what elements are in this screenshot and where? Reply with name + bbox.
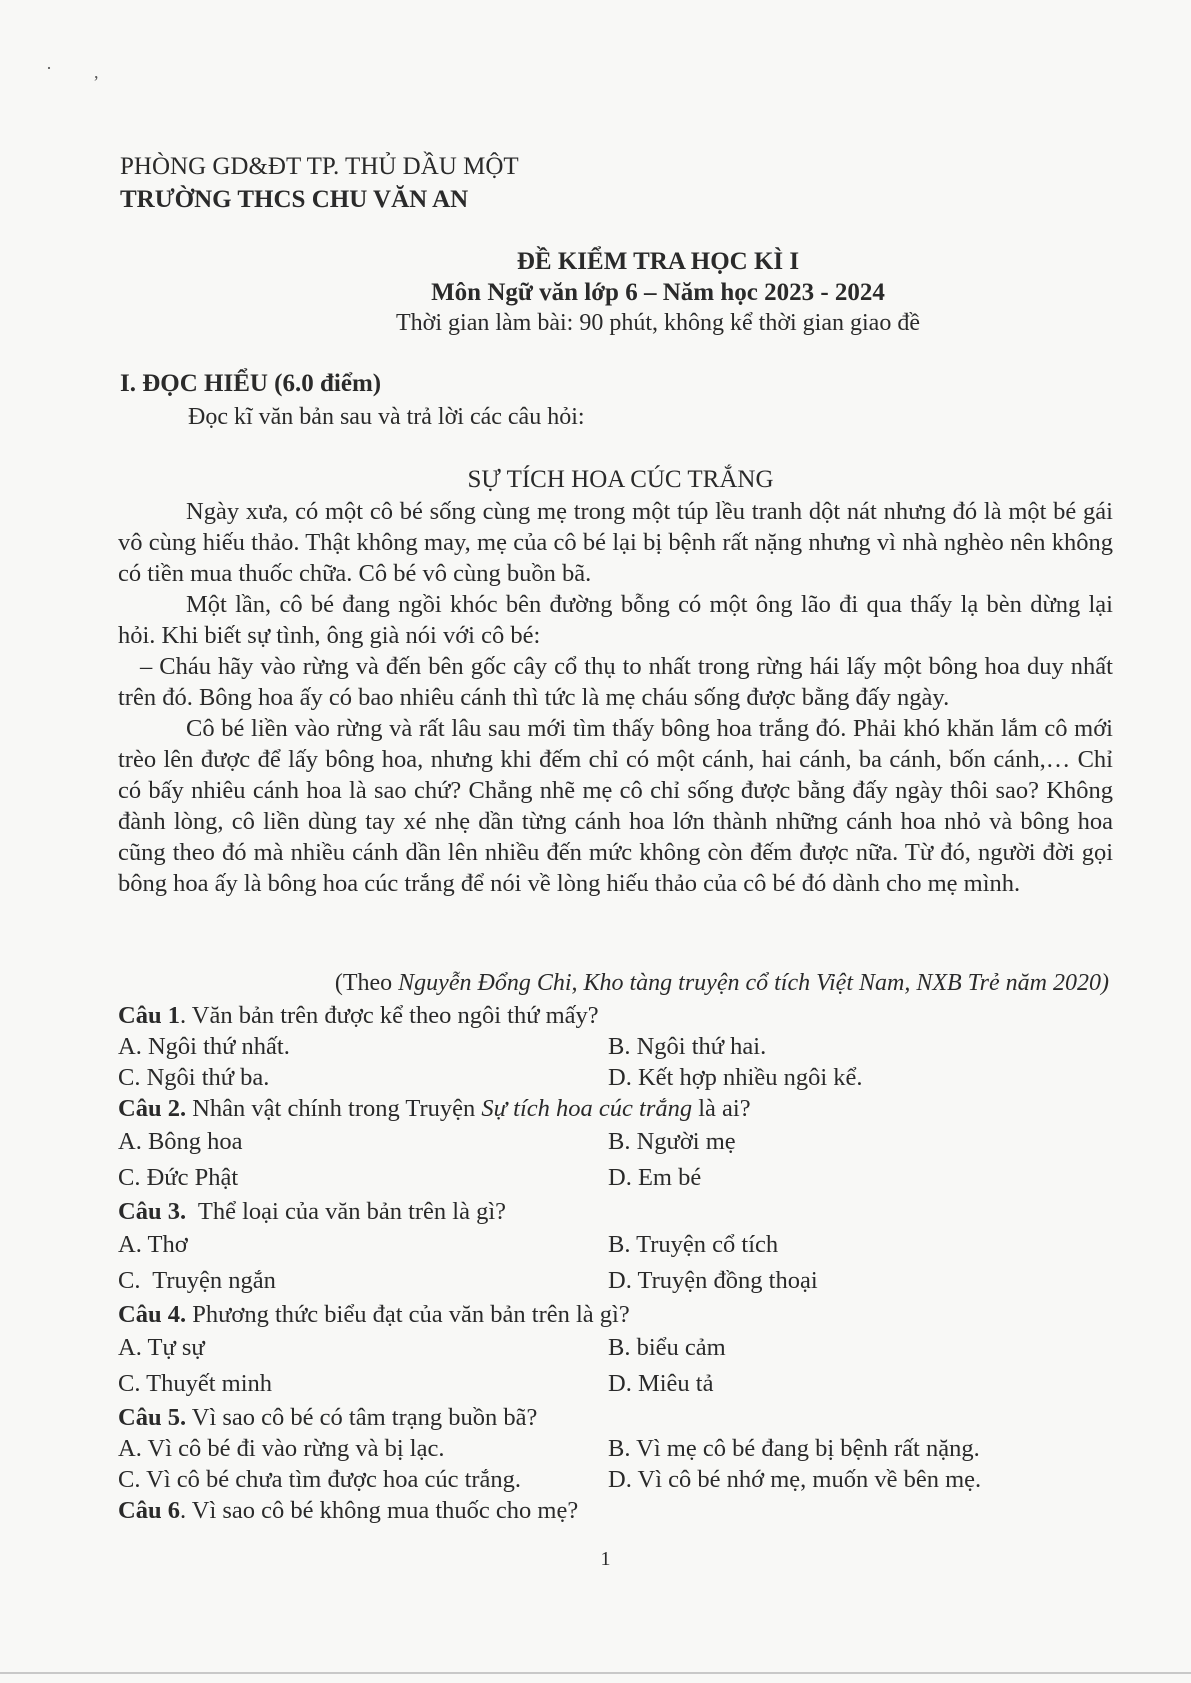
answer-option: D. Miêu tả [608, 1370, 714, 1397]
answer-option: A. Ngôi thứ nhất. [118, 1033, 290, 1060]
answer-option: D. Truyện đồng thoại [608, 1267, 818, 1294]
answer-option: A. Vì cô bé đi vào rừng và bị lạc. [118, 1435, 445, 1462]
answer-option: B. Người mẹ [608, 1128, 736, 1155]
story-paragraph: – Cháu hãy vào rừng và đến bên gốc cây cổ thụ to nhất trong rừng hái lấy một bông hoa duy nhất trên đó. Bông hoa ấy có bao nhiêu cánh thì tức là mẹ cháu sống được bằng đấy ngày. [118, 653, 1113, 711]
exam-title-block [0, 246, 1191, 339]
answer-option: A. Thơ [118, 1231, 188, 1258]
answer-row [118, 1263, 1118, 1299]
answer-row [118, 1227, 1118, 1263]
school-name: TRƯỜNG THCS CHU VĂN AN [120, 186, 469, 213]
answer-option: C. Vì cô bé chưa tìm được hoa cúc trắng. [118, 1466, 522, 1493]
answer-option: B. Ngôi thứ hai. [608, 1033, 767, 1060]
answer-row [118, 1464, 1118, 1495]
question-text: Thể loại của văn bản trên là gì? [186, 1198, 507, 1225]
document-header [120, 150, 519, 216]
question [118, 1402, 1118, 1433]
answer-option: B. Vì mẹ cô bé đang bị bệnh rất nặng. [608, 1435, 980, 1462]
page-number: 1 [600, 1548, 611, 1570]
answer-option: A. Bông hoa [118, 1128, 243, 1155]
answer-option: A. Tự sự [118, 1334, 205, 1361]
answer-row [118, 1433, 1118, 1464]
question-text: . Văn bản trên được kể theo ngôi thứ mấy? [179, 1002, 599, 1029]
question [118, 1196, 1118, 1227]
section-instruction: Đọc kĩ văn bản sau và trả lời các câu hỏi: [188, 404, 585, 430]
question [118, 1299, 1118, 1330]
story-text [118, 496, 1113, 899]
department-name: PHÒNG GD&ĐT TP. THỦ DẦU MỘT [120, 153, 519, 180]
question [118, 1093, 1118, 1124]
source-prefix: (Theo [334, 970, 399, 996]
question-label: Câu 5. [118, 1404, 187, 1431]
source-citation: Nguyễn Đổng Chi, Kho tàng truyện cổ tích Việt Nam, NXB Trẻ năm 2020) [398, 970, 1109, 996]
story-paragraph: Cô bé liền vào rừng và rất lâu sau mới tìm thấy bông hoa trắng đó. Phải khó khăn lắm cô mới trèo lên được để lấy bông hoa, nhưng khi đếm chỉ có một cánh, hai cánh, ba cánh, bốn cánh,… Chỉ có bấy nhiêu cánh hoa là sao chứ? Chẳng nhẽ mẹ cô chỉ sống được bằng đấy ngày thôi sao? Không đành lòng, cô liền dùng tay xé nhẹ dần từng cánh hoa lớn thành những cánh hoa nhỏ và bông hoa cũng theo đó mà nhiều cánh dần lên nhiều đến mức không còn đếm được nữa. Từ đó, người đời gọi bông hoa ấy là bông hoa cúc trắng để nói về lòng hiếu thảo của cô bé đó dành cho mẹ mình. [118, 715, 1113, 897]
answer-option: C. Truyện ngắn [118, 1267, 276, 1294]
answer-row [118, 1062, 1118, 1093]
question-text: . Vì sao cô bé không mua thuốc cho mẹ? [179, 1497, 579, 1524]
exam-subject: Môn Ngữ văn lớp 6 – Năm học 2023 - 2024 [431, 279, 885, 306]
story-paragraph: Ngày xưa, có một cô bé sống cùng mẹ trong một túp lều tranh dột nát nhưng đó là một bé gái vô cùng hiếu thảo. Thật không may, mẹ của cô bé lại bị bệnh rất nặng nhưng vì nhà nghèo nên không có tiền mua thuốc chữa. Cô bé vô cùng buồn bã. [118, 498, 1113, 587]
story-paragraph: Một lần, cô bé đang ngồi khóc bên đường bỗng có một ông lão đi qua thấy lạ bèn dừng lại hỏi. Khi biết sự tình, ông già nói với cô bé: [118, 591, 1113, 649]
answer-option: D. Em bé [608, 1164, 702, 1191]
answer-option: B. Truyện cổ tích [608, 1231, 779, 1258]
answer-option: C. Thuyết minh [118, 1370, 273, 1397]
exam-duration: Thời gian làm bài: 90 phút, không kể thời gian giao đề [396, 310, 920, 336]
story-source [335, 970, 1109, 997]
scan-speck: · [46, 58, 52, 78]
question-label: Câu 1 [118, 1002, 180, 1029]
question-list [118, 1000, 1118, 1526]
section-heading: I. ĐỌC HIỂU (6.0 điểm) [120, 370, 382, 397]
question [118, 1000, 1118, 1031]
question-label: Câu 2. [118, 1095, 187, 1122]
question-text: Phương thức biểu đạt của văn bản trên là gì? [186, 1301, 630, 1328]
answer-row [118, 1124, 1118, 1160]
question-text-italic: Sự tích hoa cúc trắng [481, 1095, 693, 1122]
question-label: Câu 6 [118, 1497, 180, 1524]
answer-row [118, 1330, 1118, 1366]
question-text: Nhân vật chính trong Truyện [186, 1095, 482, 1122]
story-title: SỰ TÍCH HOA CÚC TRẮNG [467, 466, 774, 493]
answer-option: D. Vì cô bé nhớ mẹ, muốn về bên mẹ. [608, 1466, 982, 1493]
question-text: Vì sao cô bé có tâm trạng buồn bã? [186, 1404, 538, 1431]
answer-row [118, 1160, 1118, 1196]
question-label: Câu 3. [118, 1198, 187, 1225]
answer-row [118, 1031, 1118, 1062]
question-label: Câu 4. [118, 1301, 187, 1328]
answer-option: C. Ngôi thứ ba. [118, 1064, 270, 1091]
answer-option: D. Kết hợp nhiều ngôi kể. [608, 1064, 863, 1091]
answer-option: C. Đức Phật [118, 1164, 239, 1191]
question-text: là ai? [692, 1095, 751, 1122]
answer-row [118, 1366, 1118, 1402]
scan-edge [0, 1672, 1191, 1674]
scan-speck: , [94, 62, 99, 82]
answer-option: B. biểu cảm [608, 1334, 726, 1361]
exam-title: ĐỀ KIỂM TRA HỌC KÌ I [516, 248, 800, 275]
question [118, 1495, 1118, 1526]
